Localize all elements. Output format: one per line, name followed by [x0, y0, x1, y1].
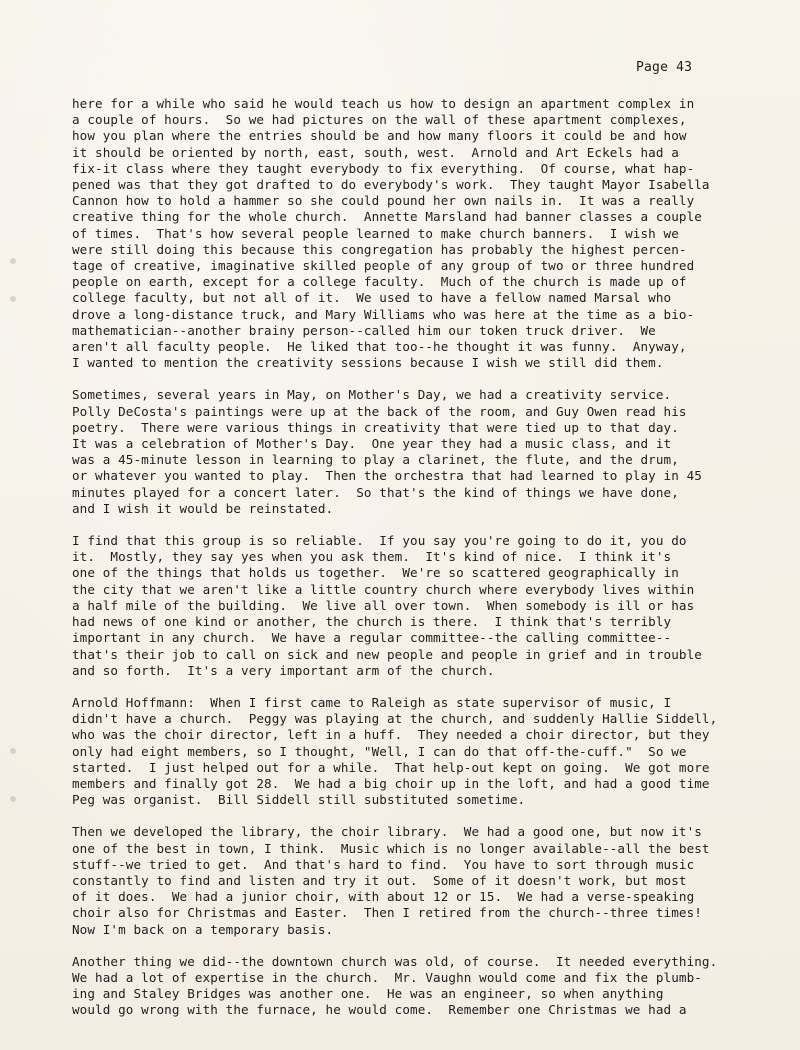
text-line: I wanted to mention the creativity sessions because I wish we still did them.: [72, 355, 664, 371]
text-line: Sometimes, several years in May, on Mother's Day, we had a creativity service.: [72, 387, 672, 403]
text-line: minutes played for a concert later. So that's the kind of things we have done,: [72, 484, 679, 500]
text-line: one of the things that holds us together. We're so scattered geographically in: [72, 565, 679, 581]
paragraph-design-and-fixit-classes: [72, 96, 752, 371]
text-line: ing and Staley Bridges was another one. He was an engineer, so when anything: [72, 986, 664, 1002]
page-number: Page 43: [636, 60, 693, 75]
text-line: Another thing we did--the downtown church was old, of course. It needed everything.: [72, 953, 718, 969]
text-line: Then we developed the library, the choir library. We had a good one, but now it's: [72, 824, 702, 840]
paragraph-arnold-hoffmann: [72, 695, 752, 808]
text-line: people on earth, except for a college faculty. Much of the church is made up of: [72, 274, 687, 290]
document-body: [72, 96, 752, 1019]
text-line: was a 45-minute lesson in learning to play a clarinet, the flute, and the drum,: [72, 452, 679, 468]
text-line: college faculty, but not all of it. We used to have a fellow named Marsal who: [72, 290, 672, 306]
text-line: started. I just helped out for a while. That help-out kept on going. We got more: [72, 759, 710, 775]
text-line: I find that this group is so reliable. If you say you're going to do it, you do: [72, 533, 687, 549]
text-line: pened was that they got drafted to do everybody's work. They taught Mayor Isabella: [72, 177, 710, 193]
margin-mark: [10, 748, 16, 754]
text-line: and so forth. It's a very important arm of the church.: [72, 662, 495, 678]
text-line: creative thing for the whole church. Annette Marsland had banner classes a couple: [72, 209, 702, 225]
text-line: the city that we aren't like a little country church where everybody lives within: [72, 581, 695, 597]
text-line: fix-it class where they taught everybody to fix everything. Of course, what hap-: [72, 160, 695, 176]
text-line: drove a long-distance truck, and Mary Williams who was here at the time as a bio-: [72, 306, 695, 322]
text-line: or whatever you wanted to play. Then the orchestra that had learned to play in 45: [72, 468, 702, 484]
text-line: and I wish it would be reinstated.: [72, 500, 334, 516]
text-line: of it does. We had a junior choir, with about 12 or 15. We had a verse-speaking: [72, 889, 695, 905]
margin-mark: [10, 796, 16, 802]
text-line: it should be oriented by north, east, south, west. Arnold and Art Eckels had a: [72, 144, 679, 160]
text-line: mathematician--another brainy person--called him our token truck driver. We: [72, 322, 656, 338]
text-line: Arnold Hoffmann: When I first came to Raleigh as state supervisor of music, I: [72, 694, 672, 710]
paragraph-mothers-day-service: [72, 387, 752, 517]
text-line: We had a lot of expertise in the church. Mr. Vaughn would come and fix the plumb-: [72, 969, 702, 985]
paragraph-reliable-group: [72, 533, 752, 679]
text-line: that's their job to call on sick and new people and people in grief and in trouble: [72, 646, 702, 662]
text-line: one of the best in town, I think. Music which is no longer available--all the best: [72, 840, 710, 856]
text-line: only had eight members, so I thought, "Well, I can do that off-the-cuff." So we: [72, 743, 687, 759]
text-line: didn't have a church. Peggy was playing at the church, and suddenly Hallie Siddell,: [72, 711, 718, 727]
text-line: constantly to find and listen and try it out. Some of it doesn't work, but most: [72, 872, 687, 888]
text-line: important in any church. We have a regular committee--the calling committee--: [72, 630, 672, 646]
text-line: aren't all faculty people. He liked that too--he thought it was funny. Anyway,: [72, 339, 687, 355]
text-line: had news of one kind or another, the church is there. I think that's terribly: [72, 614, 672, 630]
text-line: a couple of hours. So we had pictures on the wall of these apartment complexes,: [72, 112, 687, 128]
text-line: of times. That's how several people learned to make church banners. I wish we: [72, 225, 679, 241]
text-line: how you plan where the entries should be and how many floors it could be and how: [72, 128, 687, 144]
text-line: it. Mostly, they say yes when you ask them. It's kind of nice. I think it's: [72, 549, 672, 565]
text-line: a half mile of the building. We live all over town. When somebody is ill or has: [72, 597, 695, 613]
text-line: Polly DeCosta's paintings were up at the back of the room, and Guy Owen read his: [72, 403, 687, 419]
text-line: It was a celebration of Mother's Day. One year they had a music class, and it: [72, 436, 672, 452]
text-line: here for a while who said he would teach us how to design an apartment complex in: [72, 96, 695, 111]
text-line: poetry. There were various things in creativity that were tied up to that day.: [72, 419, 679, 435]
text-line: members and finally got 28. We had a big choir up in the loft, and had a good time: [72, 775, 710, 791]
text-line: Peg was organist. Bill Siddell still substituted sometime.: [72, 792, 526, 808]
paragraph-choir-library: [72, 824, 752, 937]
text-line: would go wrong with the furnace, he would come. Remember one Christmas we had a: [72, 1002, 687, 1018]
margin-mark: [10, 296, 16, 302]
text-line: Cannon how to hold a hammer so she could pound her own nails in. It was a really: [72, 193, 695, 209]
text-line: tage of creative, imaginative skilled people of any group of two or three hundred: [72, 258, 695, 274]
margin-mark: [10, 258, 16, 264]
text-line: Now I'm back on a temporary basis.: [72, 921, 334, 937]
text-line: stuff--we tried to get. And that's hard to find. You have to sort through music: [72, 856, 695, 872]
text-line: were still doing this because this congregation has probably the highest percen-: [72, 241, 687, 257]
text-line: choir also for Christmas and Easter. Then I retired from the church--three times!: [72, 905, 702, 921]
paragraph-downtown-church: [72, 954, 752, 1019]
text-line: who was the choir director, left in a huff. They needed a choir director, but they: [72, 727, 710, 743]
